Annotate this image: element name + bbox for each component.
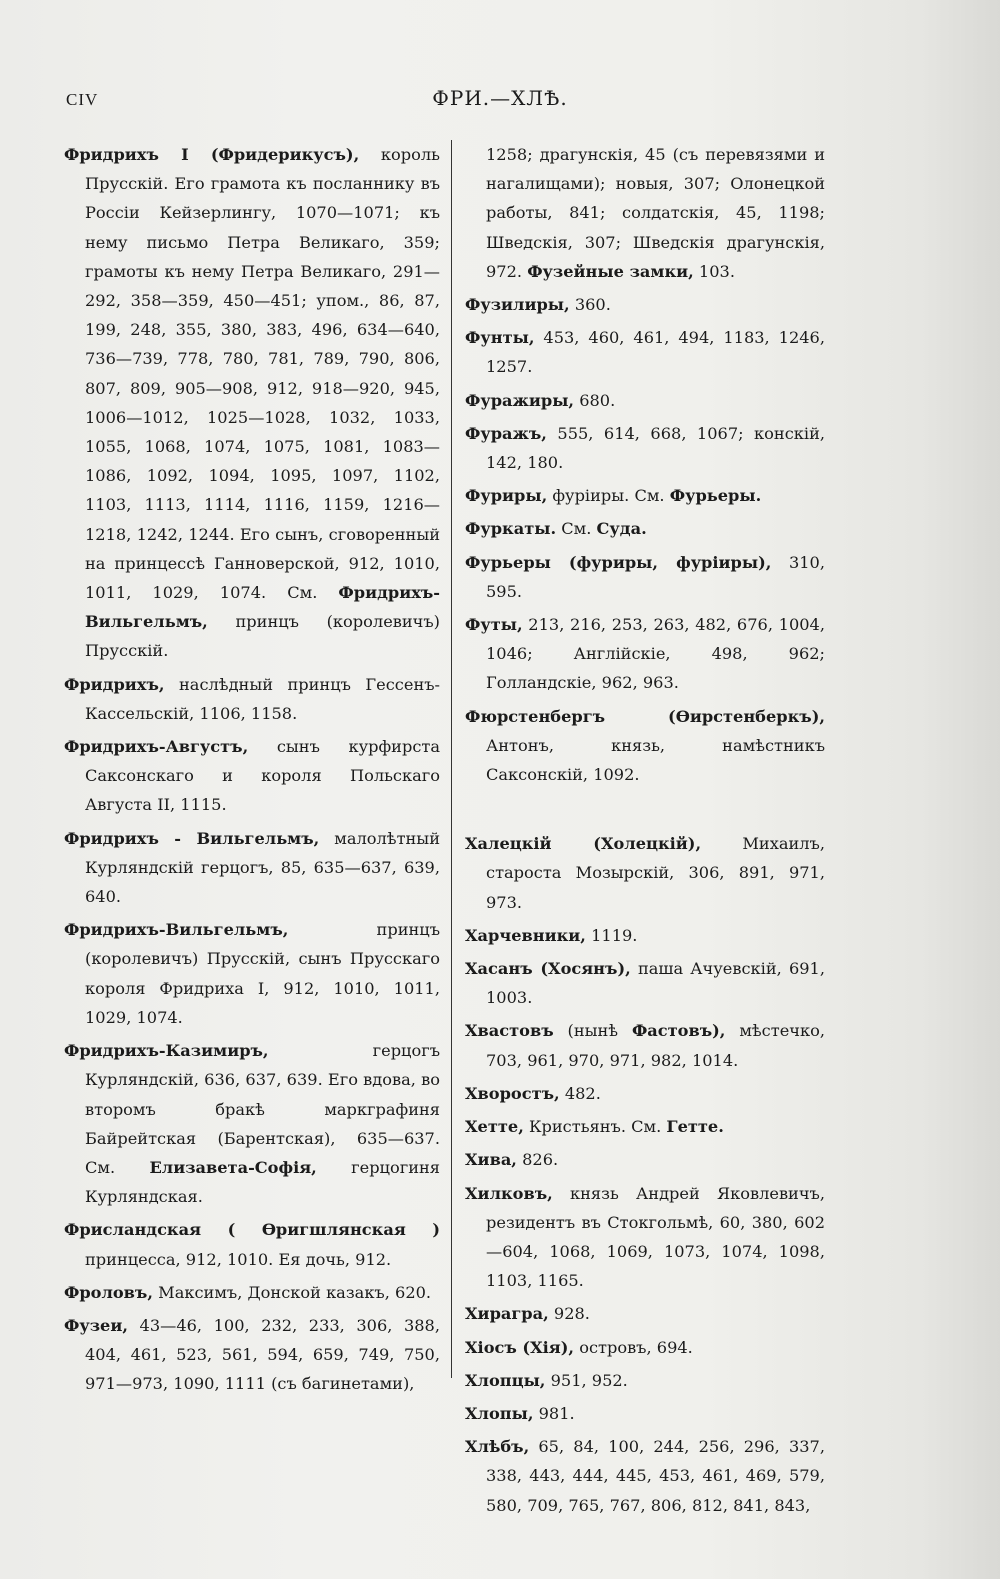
entry-text: 65, 84, 100, 244, 256, 296, 337, 338, 443, 444, 445, 453, 461, 469, 579, 580, 709, 765, 767, 806, 812, 841, 843, [486,1437,825,1515]
entry-headword: Фуражъ, [465,423,547,443]
entry-headword: Фридрихъ, [64,674,165,694]
entry-headword: Хасанъ (Хосянъ), [465,959,631,979]
index-entry [465,610,825,698]
index-entry [465,921,825,950]
index-entry [465,829,825,917]
index-entry [465,548,825,606]
entry-crossref: Суда. [596,519,647,539]
entry-text: Кристьянъ. См. [523,1117,667,1137]
entry-text: принцъ (королевичъ) Прусскій, сынъ Прусскаго короля Фридриха I, 912, 1010, 1011, 1029, 1074. [85,920,440,1027]
entry-text-cont: герцогиня Курляндская. [85,1157,440,1207]
index-entry [64,732,440,820]
entry-text: 453, 460, 461, 494, 1183, 1246, 1257. [486,328,825,377]
index-entry [64,1311,440,1399]
entry-headword: Хирагра, [465,1304,549,1324]
entry-text: малолѣтный Курляндскій герцогъ, 85, 635—637, 639, 640. [85,828,440,907]
entry-headword: Хива, [465,1150,517,1170]
entry-text: паша Ачуевскій, 691, 1003. [486,959,826,1008]
entry-text: король Прусскій. Его грамота къ посланнику въ Россіи Кейзерлингу, 1070—1071; къ нему письмо Петра Великаго, 359; грамоты къ нему Петра Великаго, 291—292, 358—359, 450—451; упом., 86, 87, 199, 248, 355, 380, 383, 496, 634—640, 736—739, 778, 780, 781, 789, 790, 806, 807, 809, 905—908, 912, 918—920, 945, 1006—1012, 1025—1028, 1032, 1033, 1055, 1068, 1074, 1075, 1081, 1083—1086, 1092, 1094, 1095, 1097, 1102, 1103, 1113, 1114, 1116, 1159, 1216—1218, 1242, 1244. Его сынъ, сговоренный на принцессѣ Ганноверской, 912, 1010, 1011, 1029, 1074. См. [85,145,440,603]
entry-headword: Хлѣбъ, [465,1437,530,1457]
index-entry [465,1179,825,1296]
entry-text: 213, 216, 253, 263, 482, 676, 1004, 1046; Англійскіе, 498, 962; Голландскіе, 962, 963. [486,615,825,693]
left-column [64,140,440,1403]
index-entry [64,1036,440,1211]
entry-headword: Фузеи, [64,1315,128,1335]
index-entry [465,323,825,381]
entry-crossref: Елизавета-Софія, [149,1157,317,1177]
entry-text: 981. [533,1403,575,1423]
entry-text: фуріиры. См. [547,486,670,506]
index-entry [64,824,440,912]
entry-text: наслѣдный принцъ Гессенъ-Кассельскій, 1106, 1158. [85,674,440,723]
entry-headword: Харчевники, [465,925,586,945]
index-entry [465,1145,825,1174]
index-entry [465,1299,825,1328]
index-entry [465,386,825,415]
column-divider [451,140,452,1378]
right-column [465,140,825,1524]
entry-text: князь Андрей Яковлевичъ, резидентъ въ Стокгольмѣ, 60, 380, 602—604, 1068, 1069, 1073, 1074, 1098, 1103, 1165. [486,1183,825,1291]
entry-text: сынъ курфирста Саксонскаго и короля Польскаго Августа II, 1115. [85,737,440,815]
entry-text-cont: принцъ (королевичъ) Прусскій. [85,612,440,661]
entry-text: Максимъ, Донской казакъ, 620. [152,1282,432,1302]
index-entry [64,1278,440,1307]
entry-headword: Фурьеры (фуриры, фуріиры), [465,552,772,572]
entry-headword: Хлопцы, [465,1370,546,1390]
index-entry [465,1079,825,1108]
entry-text: 680. [574,390,616,410]
index-entry [465,1366,825,1395]
index-entry [465,290,825,319]
entry-text: (нынѣ [553,1021,632,1041]
entry-crossref: Фурьеры. [669,486,762,506]
entry-text: принцесса, 912, 1010. Ея дочь, 912. [85,1249,392,1269]
index-entry [465,1399,825,1428]
entry-text-cont: мѣстечко, 703, 961, 970, 971, 982, 1014. [486,1021,825,1070]
entry-crossref: Фридрихъ-Вильгельмъ, [85,583,440,632]
entry-headword: Хвастовъ [465,1021,554,1041]
entry-text: Михаилъ, староста Мозырскій, 306, 891, 971, 973. [486,834,825,912]
index-entry [64,1215,440,1273]
entry-text: 928. [548,1304,590,1324]
index-entry [465,954,825,1012]
index-entry [465,702,825,790]
entry-crossref: Фастовъ), [631,1021,726,1041]
entry-headword: Фридрихъ-Августъ, [64,737,249,757]
entry-headword: Фридрихъ-Вильгельмъ, [64,920,289,940]
entry-text: 360. [569,295,611,315]
index-entry [64,670,440,728]
entry-headword: Фузилиры, [465,295,570,315]
entry-headword: Хетте, [465,1117,524,1137]
entry-text: 310, 595. [486,552,825,601]
entry-text: 1119. [585,925,638,945]
index-entry [64,140,440,666]
entry-text: См. [556,519,597,539]
entry-headword: Хилковъ, [465,1183,553,1203]
entry-headword: Фузейные замки, [527,261,694,281]
entry-text: Антонъ, князь, намѣстникъ Саксонскій, 1092. [486,735,825,785]
entry-headword: Фрисландская ( Ѳригшлянская ) [64,1220,440,1240]
entry-headword: Халецкій (Холецкій), [465,834,702,854]
entry-headword: Фюрстенбергъ (Ѳирстенберкъ), [465,706,825,726]
entry-headword: Фуриры, [465,486,548,506]
entry-headword: Хлопы, [465,1403,534,1423]
entry-headword: Хворостъ, [465,1083,560,1103]
entry-headword: Фридрихъ I (Фридерикусъ), [64,145,360,164]
running-head: ФРИ.—ХЛѢ. [432,86,568,110]
entry-text: 951, 952. [545,1370,628,1390]
index-entry [465,1016,825,1074]
entry-text: 826. [516,1150,559,1170]
entry-headword: Фридрихъ-Казимиръ, [64,1041,269,1061]
page-number: CIV [66,90,99,109]
entry-text: 43—46, 100, 232, 233, 306, 388, 404, 461, 523, 561, 594, 659, 749, 750, 971—973, 1090, 1111 (съ багинетами), [85,1315,440,1394]
entry-headword: Хіосъ (Хія), [465,1337,575,1357]
entry-crossref: Гетте. [666,1117,724,1137]
entry-text: герцогъ Курляндскій, 636, 637, 639. Его вдова, во второмъ бракѣ маркграфиня Байрейтская (Барентская), 635—637. См. [85,1041,440,1177]
entry-text: островъ, 694. [574,1337,693,1357]
entry-headword: Фунты, [465,328,535,348]
index-entry [465,514,825,543]
index-entry [465,1333,825,1362]
entry-headword: Фридрихъ - Вильгельмъ, [64,828,320,848]
index-entry [465,1432,825,1520]
index-entry [64,915,440,1032]
entry-text-cont: 103. [693,261,735,281]
index-entry [465,481,825,510]
entry-text: 1258; драгунскія, 45 (съ перевязями и нагалищами); новыя, 307; Олонецкой работы, 841; солдатскія, 45, 1198; Шведскія, 307; Шведскія драгунскія, 972. [486,145,825,281]
index-entry-continued [465,140,825,286]
entry-headword: Футы, [465,615,523,635]
entry-text: 482. [559,1083,601,1103]
index-entry [465,419,825,477]
entry-headword: Фроловъ, [64,1282,153,1302]
entry-headword: Фуркаты. [465,519,557,539]
index-entry [465,1112,825,1141]
entry-headword: Фуражиры, [465,390,575,410]
entry-text: 555, 614, 668, 1067; конскій, 142, 180. [486,423,825,473]
